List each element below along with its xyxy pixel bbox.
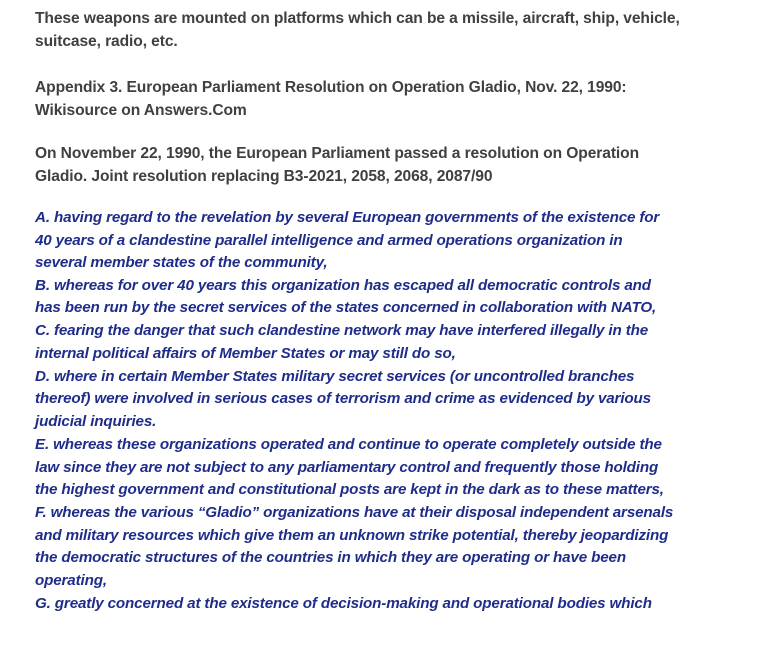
resolution-line: internal political affairs of Member States or may still do so, [35, 345, 456, 362]
intro-line: These weapons are mounted on platforms which can be a missile, aircraft, ship, vehicle, [35, 10, 680, 27]
summary-line: On November 22, 1990, the European Parliament passed a resolution on Operation [35, 145, 639, 162]
appendix-heading-line: Wikisource on Answers.Com [35, 102, 247, 119]
summary-line: Gladio. Joint resolution replacing B3-2021, 2058, 2068, 2087/90 [35, 168, 493, 185]
resolution-line: F. whereas the various “Gladio” organizations have at their disposal independent arsenals [35, 504, 674, 521]
resolution-line: C. fearing the danger that such clandestine network may have interfered illegally in the [35, 322, 649, 339]
intro-line: suitcase, radio, etc. [35, 33, 178, 50]
resolution-line: D. where in certain Member States military secret services (or uncontrolled branches [35, 368, 635, 385]
resolution-line: law since they are not subject to any parliamentary control and frequently those holding [35, 459, 659, 476]
resolution-line: several member states of the community, [35, 254, 328, 271]
resolution-line: the democratic structures of the countries in which they are operating or have been [35, 549, 626, 566]
resolution-line: and military resources which give them an unknown strike potential, thereby jeopardizing [35, 527, 669, 544]
resolution-line: has been run by the secret services of the states concerned in collaboration with NATO, [35, 299, 657, 316]
appendix-heading-line: Appendix 3. European Parliament Resolution on Operation Gladio, Nov. 22, 1990: [35, 79, 627, 96]
resolution-line: G. greatly concerned at the existence of decision-making and operational bodies which [35, 595, 652, 612]
resolution-line: judicial inquiries. [35, 413, 157, 430]
resolution-line: 40 years of a clandestine parallel intelligence and armed operations organization in [35, 232, 623, 249]
resolution-line: B. whereas for over 40 years this organization has escaped all democratic controls and [35, 277, 651, 294]
resolution-line: E. whereas these organizations operated and continue to operate completely outside the [35, 436, 662, 453]
resolution-line: thereof) were involved in serious cases of terrorism and crime as evidenced by various [35, 390, 651, 407]
resolution-line: operating, [35, 572, 107, 589]
resolution-line: the highest government and constitutional posts are kept in the dark as to these matters, [35, 481, 664, 498]
resolution-line: A. having regard to the revelation by several European governments of the existence for [35, 209, 660, 226]
